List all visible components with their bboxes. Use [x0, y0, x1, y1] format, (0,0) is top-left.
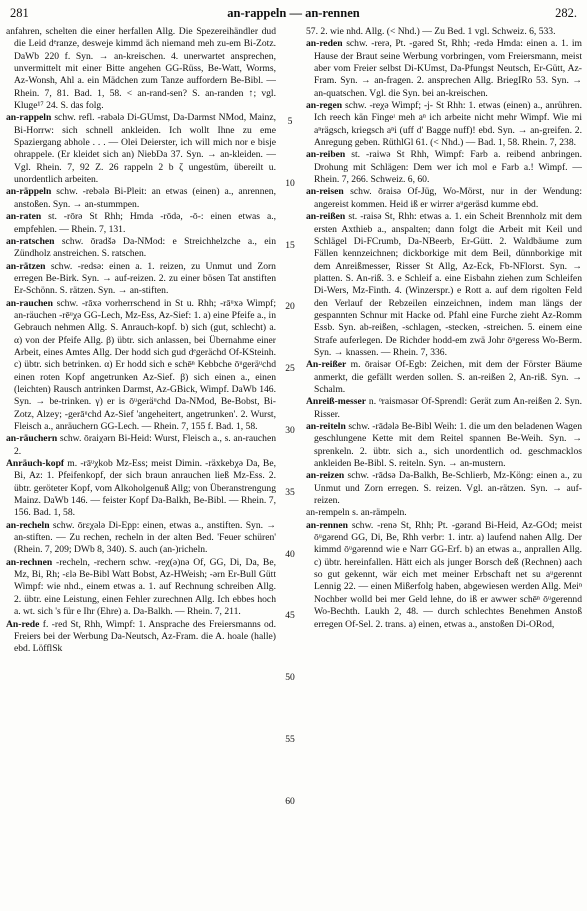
- page-header: [10, 6, 577, 24]
- entry-headword: an-reißen: [306, 211, 346, 223]
- entry-text: schw. ōrεχәlә Di-Epp: einen, etwas a., anstiften. Syn. → an-stiften. — Zu rechen, recheln in der alten Bed. 'Feuer schüren' (Rhein. 7, 209; DWb 8, 340). S. auch (an-)richeln.: [14, 519, 276, 556]
- dictionary-entry: [306, 211, 582, 359]
- entry-headword: an-regen: [306, 100, 343, 112]
- dictionary-entry: [306, 100, 582, 149]
- entry-text: schw. -rāxә vorherrschend in St u. Rhh; -rāᵘxә Wimpf; an-räuchen -rēᵘχә GG-Lech, Mz-Ess, Az-Sief: 1. a) eine Pfeife a., in Gebrauch nehmen Allg. S. Anrauch-kopf. b) sich (gut, schlecht) a. α) von der Pfeife Allg. β) übtr. sich anlassen, bei Übernahme einer Arbeit, eines Amtes Allg. Der hodd sich gud dᵉgerächd Of-KSteinh. c) übtr. sich betrinken. α) Er hodd sich e schēⁿ Kebbche ōᵘgeräᵘchd einen roten Kopf angetrunken Az-Sief. β) sich einen a., einen (leichten) Rausch antrinken Darmst, Az-GBick, Wimpf. DaWb 146. Syn. → be-trinken. γ) er is ōᵘgeräᵘchd Da-NMod, Be-Bobst, Bi-Zotz, Alzey; -gerāᵘchd Az-Sief 'angeheitert, angetrunken'. 2. Wurst, Fleisch a., anräuchern GG-Lech. — Rhein. 7, 155 f. Bad. 1, 58.: [14, 297, 276, 432]
- dictionary-entry: [6, 458, 276, 520]
- entry-headword: An-rede: [6, 618, 40, 630]
- dictionary-entry: [306, 470, 582, 507]
- entry-headword: an-ratschen: [6, 235, 55, 247]
- entry-text: schw. -redsә: einen a. 1. reizen, zu Unmut und Zorn erregen Be-Birk. Syn. → auf-reizen. 2. zu einer bösen Tat anstiften Er-Schönn. S. rätzen. Syn. → an-stiften.: [14, 260, 276, 297]
- entry-text: schw. -reχә Wimpf; -j- St Rhh: 1. etwas (einen) a., anrühren. Ich reech kän Fingeᶦ meh aⁿ ich arbeite nicht mehr Wimpf. Wie mi aⁿrägsch, kriegsch aⁿi (uff d' Bagge nuff)! ebd. Syn. → an-greifen. 2. Anregung geben. RüthlGl 61. (< Nhd.) — Bad. 1, 58. Rhein. 7, 238.: [314, 100, 582, 149]
- entry-headword: an-rennen: [306, 519, 348, 531]
- entry-headword: an-rauchen: [6, 297, 53, 309]
- dictionary-entry: [6, 520, 276, 557]
- dictionary-entry: [6, 112, 276, 186]
- line-number: 60: [285, 795, 295, 807]
- entry-text: n. ᵒraismәsər Of-Sprendl: Gerät zum An-reißen 2. Syn. Risser.: [314, 396, 582, 420]
- entry-headword: an-reiben: [306, 149, 346, 161]
- dictionary-entry: [306, 38, 582, 100]
- entry-headword: an-reizen: [306, 470, 345, 482]
- dictionary-entry: [306, 507, 582, 519]
- dictionary-entry: [306, 359, 582, 396]
- entry-headword: an-raten: [6, 211, 42, 223]
- dictionary-entry: [6, 236, 276, 261]
- line-number: 20: [285, 301, 295, 313]
- dictionary-entry: [6, 261, 276, 298]
- entry-text: f. -red St, Rhh, Wimpf: 1. Ansprache des Freiersmanns od. Freiers bei der Werbung Da-Neutsch, Az-Fram. die A. hoale (halle) ebd. LöfflSk: [14, 618, 276, 655]
- entry-headword: an-rappeln: [6, 112, 52, 124]
- line-number: 10: [285, 177, 295, 189]
- entry-text: schw. -renә St, Rhh; Pt. -gәrand Bi-Heid, Az-GOd; meist ōᵘgәrend GG, Di, Be, Rhh verbr: 1. intr. a) laufend nahen Allg. Der kimmd ōᵘgәrennd wie e Narr GG-Erf. b) an etwas a., anprallen Allg. c) übtr. hereinfallen. Hätt eich als junger Borsch deß (Rechnen) aach so gut gekennt, wär eich met meiner Erbschaft net su aᵘgerennt Lennig 22. — einen Mißerfolg haben, abgewiesen werden Allg. Meiⁿ Nochber wolld bei mer Geld lehne, do iß er awwer schēⁿ ōᵘgerennd Wo-Bechth. Laukh 2, 48. — durch schlechtes Benehmen Anstoß erregen Of-Sel. 2. trans. a) einen, etwas a., anstoßen Di-ORod,: [314, 519, 582, 630]
- dictionary-entry: [306, 421, 582, 470]
- line-number: 40: [285, 548, 295, 560]
- dictionary-entry: [306, 26, 582, 38]
- entry-headword: an-räuchern: [6, 433, 58, 445]
- entry-text: schw. -rādsә Da-Balkh, Be-Schlierb, Mz-Köng: einen a., zu Unmut und Zorn erregen. S. reizen. Vgl. an-rätzen. Syn. → auf-reizen.: [314, 470, 582, 507]
- right-column: [306, 26, 582, 906]
- dictionary-entry: [6, 557, 276, 619]
- line-number: 5: [287, 116, 293, 127]
- dictionary-entry: [6, 298, 276, 434]
- line-number: 35: [285, 486, 295, 498]
- dictionary-entry: [306, 520, 582, 631]
- entry-headword: an-recheln: [6, 519, 50, 531]
- entry-headword: an-rätzen: [6, 260, 46, 272]
- entry-text: m. -rāᵘχkob Mz-Ess; meist Dimin. -räxkebχә Da, Be, Bi, Az: 1. Pfeifenkopf, der sich braun anrauchen ließ Mz-Ess. 2. übtr. geröteter Kopf, vom Alkoholgenuß Allg; von Überanstrengung Mainz. DaWb 146. — feister Kopf Da-Balkh, Be-Bibl. — Rhein. 7, 156. Bad. 1, 58.: [14, 458, 276, 519]
- entry-headword: Anreiß-messer: [306, 396, 367, 408]
- entry-text: st. -rōrә St Rhh; Hmda -rōdә, -ō-: einen etwas a., empfehlen. — Rhein. 7, 131.: [14, 211, 276, 235]
- entry-headword: Anräuch-kopf: [6, 458, 65, 470]
- entry-headword: An-reißer: [306, 359, 347, 371]
- entry-text: m. ōraisər Of-Egb: Zeichen, mit dem der Förster Bäume anmerkt, die gefällt werden sollen. S. an-reißen 2, An-riß. Syn. → Schalm.: [314, 359, 582, 395]
- line-number: 55: [285, 734, 295, 745]
- entry-text: schw. -rebələ Bi-Pleit: an etwas (einen) a., anrennen, anstoßen. Syn. → an-stummpen.: [14, 186, 276, 210]
- dictionary-entry: [6, 26, 276, 112]
- left-column: [6, 26, 276, 906]
- entry-text: anfahren, schelten die einer herfallen Allg. Die Spezereihändler dud die Leid dᵉranze, desweje kimmd äch niemand meh zu-em Bi-Zotz. DaWb 220 f. Syn. → an-kreischen. 4. unerwartet ansprechen, unvermittelt mit einer Bitte angehen GG-Rüss, Be-Watt, Worms, Az-Wonsh, Ahl a. ein Mädchen zum Tanze auffordern Be-Bibl. — Rhein. 7, 81. Bad. 1, 58. < an-rand-sen? S. an-randen ↑; vgl. Kluge¹⁷ 24. S. das folg.: [6, 26, 276, 112]
- entry-headword: an-reiteln: [306, 421, 346, 432]
- entry-text: st. -raisә St, Rhh: etwas a. 1. ein Scheit Brennholz mit dem ersten Axthieb a., anspalten; dann folgt die Arbeit mit Keil und Schlägel Di-FCrumb, Da-NBeerb, Er-Gütt. 2. Waldbäume zum Fällen kennzeichnen; dickborkige mit dem Beil, dünnborkige mit dem Anreißmesser, Risser St Allg, Az-Eck, Fb-NFlorst. Syn. → platten. S. An-riß. 3. e Schleif a. eine Eisbahn ziehen zum Schleifen Di-Wers, Mz-Finth. 4. (Winzerspr.) e Rott a. auf dem rigolten Feld den Verlauf der Rebzeilen einzeichnen, indem man längs der gespannten Schnur mit Hacke od. Pfahl eine Furche zieht Az-Romm Essb. Syn. ab-reißen, -schlagen, -stecken, -streichen. 5. einem eine Strafe auferlegen. De Richder hodd-em zwä Johr ōᵘgeress Wo-Berm. Syn. → knassen. — Rhein. 7, 336.: [314, 211, 582, 358]
- line-number: 45: [285, 610, 295, 622]
- entry-text: an-rempeln s. an-rämpeln.: [306, 507, 407, 519]
- entry-text: schw. -rādәlә Be-Bibl Weih: 1. die um den beladenen Wagen geschlungene Kette mit dem Reitel spannen Be-Weih. Syn. → sprenkeln. 2. übtr. sich a., sich unordentlich od. geschmacklos ankleiden Be-Bibl. S. reiteln. Syn. → an-mustern.: [314, 421, 582, 470]
- entry-text: schw. ōraisә Of-Jüg, Wo-Mörst, nur in der Wendung: angereist kommen. Heid iß er wirrer aᵘgeräsd kumme ebd.: [314, 186, 582, 210]
- entry-text: schw. ōradšә Da-NMod: e Streichhelzche a., ein Zündholz anstreichen. S. ratschen.: [14, 235, 276, 260]
- dictionary-entry: [306, 149, 582, 186]
- dictionary-entry: [6, 211, 276, 236]
- page-number-left: 281: [10, 6, 29, 20]
- entry-text: st. -raiwә St Rhh, Wimpf: Farb a. reibend anbringen. Drohung mit Schlägen: Dem wer ich mol e Farb a.! Wimpf. — Rhein. 7, 266. Schweiz. 6, 60.: [314, 149, 582, 186]
- entry-headword: an-reden: [306, 38, 343, 50]
- entry-text: schw. -rerә, Pt. -gәred St, Rhh; -redә Hmda: einen a. 1. im Hause der Braut seine Werbung vorbringen, vom Freiersmann, meist aber vom Freier selbst Di-KUmst, Da-Pfungst Neutsch, Er-Gütt, Az-Fram. Syn. → an-fragen. 2. ansprechen Allg. BriegIRo 53. Syn. → an-quatschen. Vgl. die Syn. bei an-kreischen.: [314, 38, 582, 99]
- entry-text: 57. 2. wie nhd. Allg. (< Nhd.) — Zu Bed. 1 vgl. Schweiz. 6, 533.: [306, 26, 556, 37]
- line-number: 25: [285, 363, 295, 375]
- page-number-right: 282.: [555, 6, 577, 20]
- line-number: 50: [285, 672, 295, 684]
- entry-text: schw. refl. -rabəlә Di-GUmst, Da-Darmst NMod, Mainz, Bi-Horrw: sich schnell ankleiden. Ich wollt Ihne zu eme Spaziergang abhole . . . — Olei Deierster, ich will mich nor e bisje ohrappele. (Er kleidet sich an) NiebDa 37. Syn. → an-kleiden. — Vgl. Rhein. 7, 92 Z. 26 rappeln 2 b ζ ungestüm, übereilt u. unordentlich arbeiten.: [14, 112, 276, 186]
- dictionary-entry: [6, 186, 276, 211]
- dictionary-entry: [6, 619, 276, 656]
- dictionary-entry: [306, 396, 582, 421]
- entry-headword: an-reisen: [306, 186, 344, 198]
- entry-headword: an-rechnen: [6, 556, 53, 568]
- line-number: 15: [285, 239, 295, 251]
- dictionary-entry: [306, 186, 582, 211]
- running-title: an-rappeln — an-rennen: [227, 6, 360, 20]
- entry-headword: an-räppeln: [6, 186, 52, 198]
- entry-text: schw. ōraiχərn Bi-Heid: Wurst, Fleisch a., s. an-rauchen 2.: [14, 433, 276, 457]
- dictionary-entry: [6, 433, 276, 458]
- line-number: 30: [285, 425, 295, 436]
- entry-text: -recheln, -rechern schw. -reχ(ә)nә Of, GG, Di, Da, Be, Mz, Bi, Rh; -εlә Be-Bibl Watt Bobst, Az-HWeish; -ərn Er-Bull Gütt Wimpf: wie nhd., einem etwas a. 1. auf Rechnung schreiben Allg. 2. übtr. eine Leistung, einen Fehler zurechnen Allg. Ich ebbes hoch a. wt. sich 's für e Ihr (Ehre) a. Da-Balkh. — Rhein. 7, 211.: [14, 556, 276, 618]
